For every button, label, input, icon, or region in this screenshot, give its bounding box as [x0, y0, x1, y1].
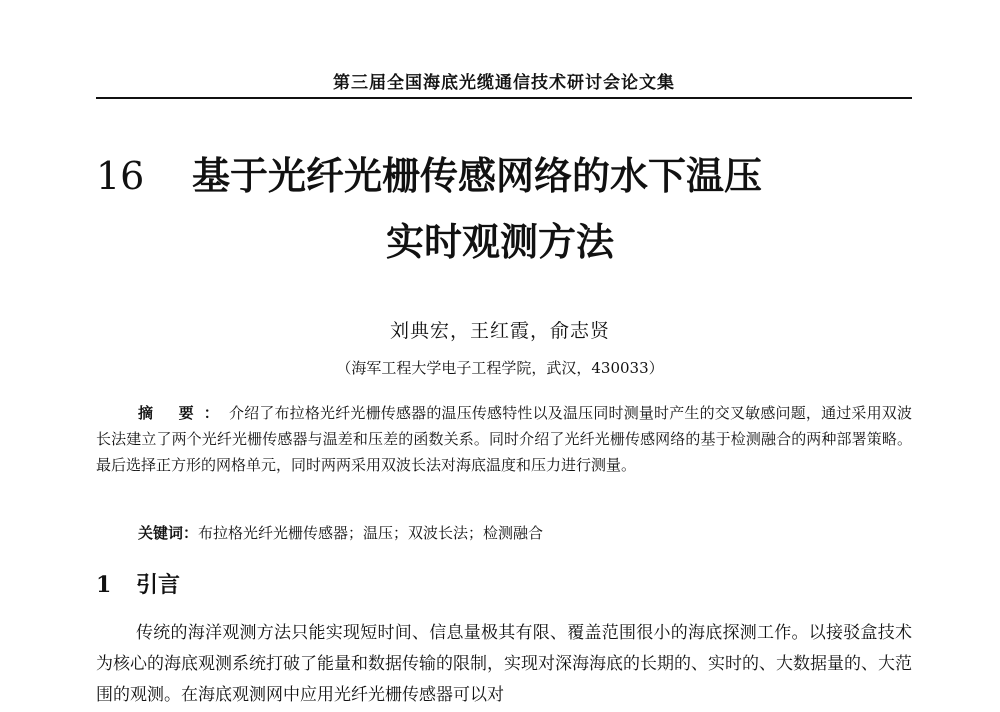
section-number: 1: [96, 572, 112, 598]
section-body: [96, 618, 912, 711]
section-heading: [96, 568, 180, 599]
keywords-text: 布拉格光纤光栅传感器；温压；双波长法；检测融合: [198, 524, 544, 542]
affiliation: （海军工程大学电子工程学院，武汉，430033）: [336, 359, 664, 377]
paper-title-text-1: 基于光纤光栅传感网络的水下温压: [192, 153, 763, 198]
keywords: [138, 522, 912, 543]
abstract-text: 介绍了布拉格光纤光栅传感器的温压传感特性以及温压同时测量时产生的交叉敏感问题，通过采用双波长法建立了两个光纤光栅传感器与温差和压差的函数关系。同时介绍了光纤光栅传感网络的基于检测融合的两种部署策略。最后选择正方形的网格单元，同时两两采用双波长法对海底温度和压力进行测量。: [96, 404, 912, 474]
paper-number: 16: [96, 154, 145, 198]
body-paragraph: 传统的海洋观测方法只能实现短时间、信息量极其有限、覆盖范围很小的海底探测工作。以接驳盒技术为核心的海底观测系统打破了能量和数据传输的限制，实现对深海海底的长期的、实时的、大数据量的、大范围的观测。在海底观测网中应用光纤光栅传感器可以对: [96, 623, 912, 705]
keywords-label: 关键词：: [138, 524, 199, 542]
running-header: 第三届全国海底光缆通信技术研讨会论文集: [333, 73, 675, 93]
authors: 刘典宏，王红霞，俞志贤: [389, 320, 610, 342]
paper-title-line-2: 实时观测方法: [385, 219, 614, 264]
header-rule: [96, 97, 912, 99]
abstract: [96, 400, 912, 478]
section-title: 引言: [136, 572, 181, 598]
abstract-label: 摘 要：: [138, 404, 229, 422]
paper-title-line-1: [96, 152, 762, 200]
